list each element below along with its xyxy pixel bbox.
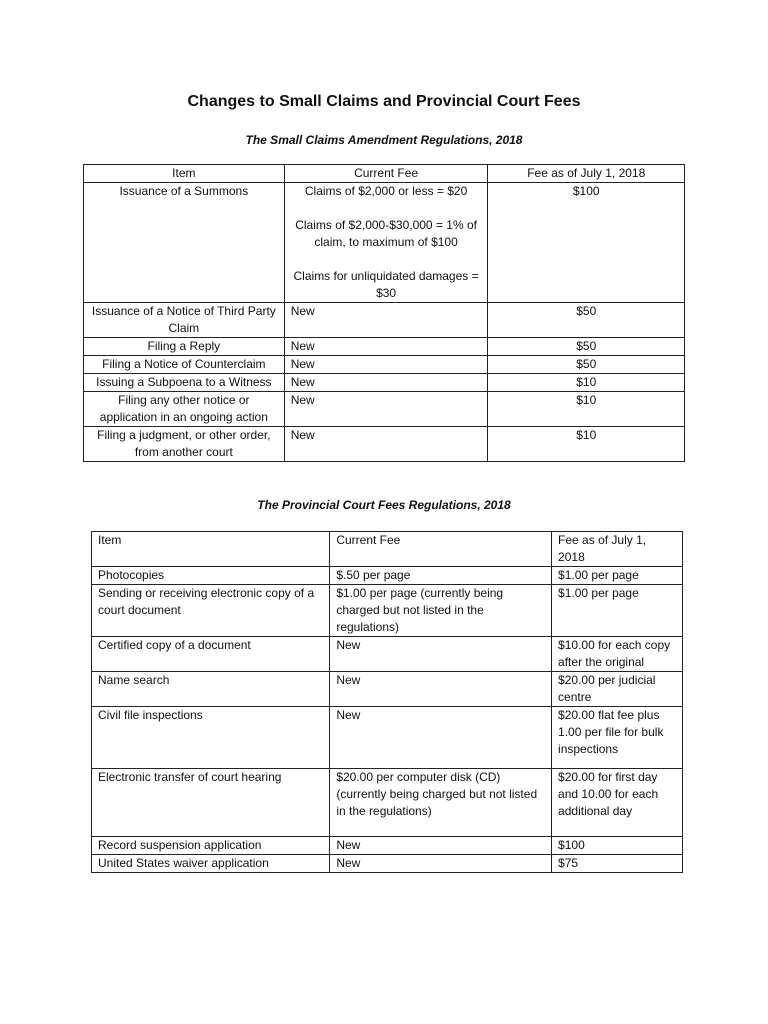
item-cell: Issuance of a Notice of Third Party Claim [84,303,285,338]
page-title: Changes to Small Claims and Provincial Court Fees [187,93,581,110]
fee-line: Claims of $2,000 or less = $20 [304,184,468,198]
item-cell: Filing a Notice of Counterclaim [84,356,285,374]
small-claims-subtitle: The Small Claims Amendment Regulations, 2018 [245,133,523,147]
column-header-current-fee: Current Fee [330,532,552,567]
current-fee-cell: New [330,707,552,769]
item-cell: Record suspension application [92,837,330,855]
column-header-new-fee: Fee as of July 1, 2018 [552,532,683,567]
current-fee-cell: $20.00 per computer disk (CD) (currently being charged but not listed in the regulations) [330,769,552,837]
table-row [84,338,685,356]
new-fee-cell: $20.00 flat fee plus 1.00 per file for bulk inspections [552,707,683,769]
table-row [92,585,683,637]
table-header-row [84,165,685,183]
item-cell: Certified copy of a document [92,637,330,672]
item-cell: Name search [92,672,330,707]
table-row [92,769,683,837]
new-fee-cell: $10 [488,374,685,392]
item-cell: Civil file inspections [92,707,330,769]
current-fee-cell: New [284,374,488,392]
table-row [92,567,683,585]
new-fee-cell: $50 [488,356,685,374]
fee-line: Claims for unliquidated damages = $30 [293,269,479,300]
provincial-court-fee-table [91,531,683,873]
item-cell: Issuance of a Summons [84,183,285,303]
new-fee-cell: $20.00 per judicial centre [552,672,683,707]
small-claims-fee-table [83,164,685,462]
item-cell: Filing any other notice or application in an ongoing action [84,392,285,427]
current-fee-cell: New [330,672,552,707]
current-fee-cell: $.50 per page [330,567,552,585]
table-row [92,637,683,672]
fee-line: Claims of $2,000-$30,000 = 1% of claim, to maximum of $100 [295,218,477,249]
new-fee-cell: $10.00 for each copy after the original [552,637,683,672]
table-row [84,183,685,303]
new-fee-cell: $50 [488,303,685,338]
provincial-court-subtitle: The Provincial Court Fees Regulations, 2018 [257,498,511,512]
item-cell: Sending or receiving electronic copy of a court document [92,585,330,637]
current-fee-cell: New [284,392,488,427]
table-row [92,707,683,769]
current-fee-cell: New [284,303,488,338]
new-fee-cell: $50 [488,338,685,356]
column-header-item: Item [92,532,330,567]
current-fee-cell: New [330,637,552,672]
current-fee-cell: New [284,338,488,356]
new-fee-cell: $1.00 per page [552,585,683,637]
new-fee-cell: $1.00 per page [552,567,683,585]
new-fee-cell: $100 [488,183,685,303]
table-row [84,356,685,374]
table-row [92,837,683,855]
current-fee-cell: New [330,837,552,855]
current-fee-cell: New [284,427,488,462]
item-cell: United States waiver application [92,855,330,873]
new-fee-cell: $75 [552,855,683,873]
table-row [92,672,683,707]
item-cell: Filing a Reply [84,338,285,356]
new-fee-cell: $10 [488,427,685,462]
table-row [84,392,685,427]
column-header-new-fee: Fee as of July 1, 2018 [488,165,685,183]
new-fee-cell: $10 [488,392,685,427]
item-cell: Photocopies [92,567,330,585]
item-cell: Issuing a Subpoena to a Witness [84,374,285,392]
table-row [84,303,685,338]
table-header-row [92,532,683,567]
table-row [92,855,683,873]
column-header-current-fee: Current Fee [284,165,488,183]
item-cell: Filing a judgment, or other order, from another court [84,427,285,462]
current-fee-cell: $1.00 per page (currently being charged but not listed in the regulations) [330,585,552,637]
current-fee-cell [284,183,488,303]
item-cell: Electronic transfer of court hearing [92,769,330,837]
current-fee-cell: New [330,855,552,873]
table-row [84,427,685,462]
column-header-item: Item [84,165,285,183]
current-fee-cell: New [284,356,488,374]
new-fee-cell: $20.00 for first day and 10.00 for each additional day [552,769,683,837]
new-fee-cell: $100 [552,837,683,855]
table-row [84,374,685,392]
